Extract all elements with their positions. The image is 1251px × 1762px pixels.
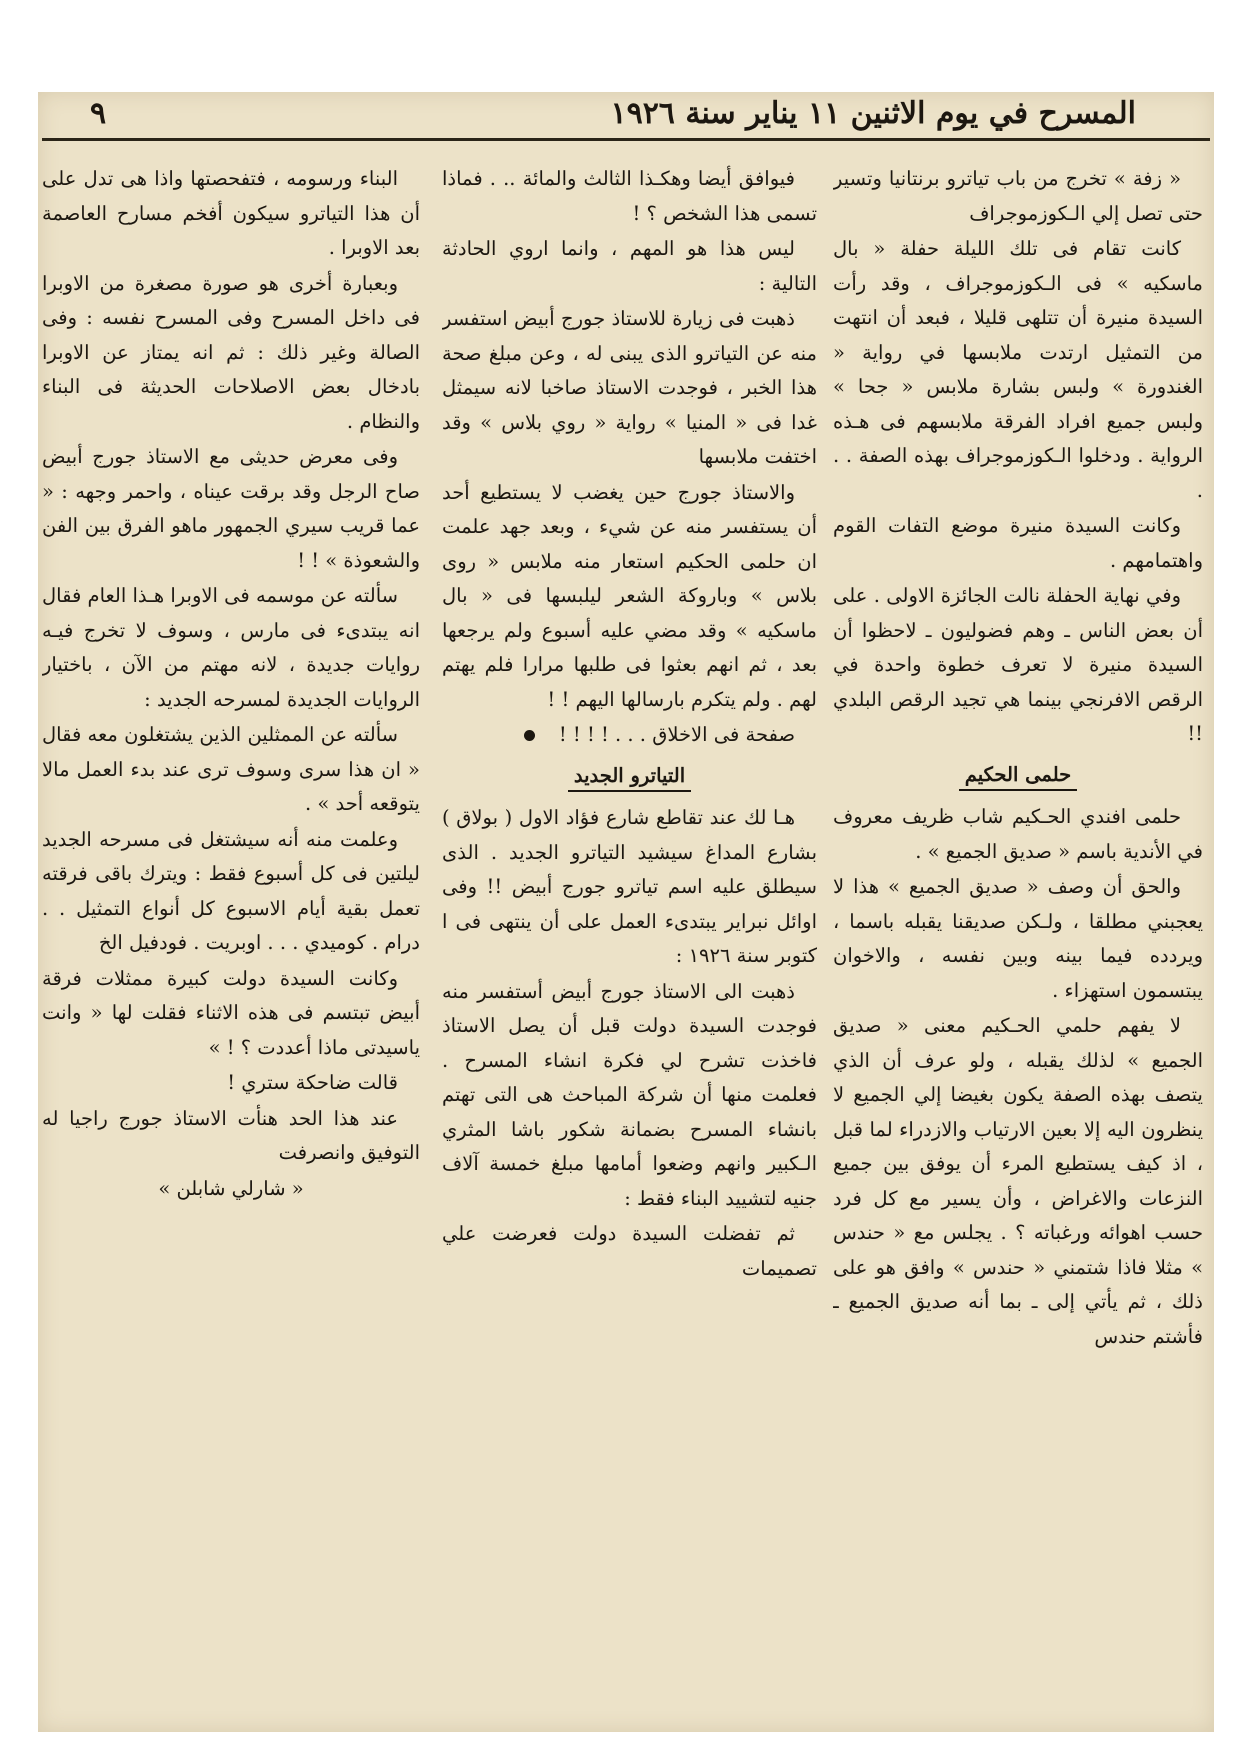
paragraph: هـا لك عند تقاطع شارع فؤاد الاول ( بولاق ) بشارع المداغ سيشيد التياترو الجديد . الذى سيطلق عليه اسم تياترو جورج أبيض !! وفى اوائل نبراير يبتدىء العمل على أن ينتهى فى ا كتوبر سنة ١٩٢٦ : — [442, 806, 817, 967]
page-header — [38, 92, 1214, 144]
section-heading — [833, 758, 1203, 793]
bullet-dot — [524, 730, 535, 741]
paragraph: ذهبت الى الاستاذ جورج أبيض أستفسر منه فوجدت السيدة دولت قبل أن يصل الاستاذ فاخذت تشرح لي فكرة انشاء المسرح . فعلمت منها أن شركة المباحث هى التى تهتم بانشاء المسرح بضمانة شكور باشا المثري الـكبير وانهم وضعوا أمامها مبلغ خمسة آلاف جنيه لتشييد البناء فقط : — [442, 979, 817, 1210]
paragraph: والاستاذ جورج حين يغضب لا يستطيع أحد أن يستفسر منه عن شيء ، وبعد جهد علمت ان حلمى الحكيم استعار منه ملابس « روى بلاس » وباروكة الشعر ليلبسها فى « بال ماسكيه » وقد مضي عليه أسبوع ولم يرجعها بعد ، ثم انهم بعثوا فى طلبها مرارا فلم يهتم لهم . ولم يتكرم بارسالها اليهم ! ! — [442, 480, 817, 711]
author-signature: « شارلي شابلن » — [158, 1176, 304, 1200]
paragraph: وكانت السيدة منيرة موضع التفات القوم واهتمامهم . — [833, 514, 1203, 572]
paragraph: ليس هذا هو المهم ، وانما اروي الحادثة التالية : — [442, 237, 817, 295]
page-number: ٩ — [90, 96, 107, 131]
paragraph: البناء ورسومه ، فتفحصتها واذا هى تدل على أن هذا التياترو سيكون أفخم مسارح العاصمة بعد الاوبرا . — [42, 167, 420, 259]
paragraph: ذهبت فى زيارة للاستاذ جورج أبيض استفسر منه عن التياترو الذى يبنى له ، وعن مبلغ صحة هذا الخبر ، فوجدت الاستاذ صاخبا لانه سيمثل غدا فى « المنيا » رواية « روي بلاس » وقد اختفت ملابسها — [442, 307, 817, 468]
column-left — [42, 162, 420, 1712]
bullet-line-text: صفحة فى الاخلاق . . . ! ! ! ! — [558, 723, 795, 746]
paragraph: وبعبارة أخرى هو صورة مصغرة من الاوبرا فى داخل المسرح وفى المسرح نفسه : وفى الصالة وغير ذلك : ثم انه يمتاز عن الاوبرا بادخال بعض الاصلاحات الحديثة فى البناء والنظام . — [42, 271, 420, 433]
paragraph: وفى معرض حديثى مع الاستاذ جورج أبيض صاح الرجل وقد برقت عيناه ، واحمر وجهه : « عما قريب سيري الجمهور ماهو الفرق بين الفن والشعوذة » ! ! — [42, 445, 420, 572]
paragraph: وفي نهاية الحفلة نالت الجائزة الاولى . على أن بعض الناس ـ وهم فضوليون ـ لاحظوا أن السيدة منيرة لا تعرف خطوة واحدة في الرقص الافرنجي بينما هي تجيد الرقص البلدي !! — [833, 584, 1203, 745]
paragraph: « زفة » تخرج من باب تياترو برنتانيا وتسير حتى تصل إلي الـكوزموجراف — [833, 167, 1203, 225]
paragraph: عند هذا الحد هنأت الاستاذ جورج راجيا له التوفيق وانصرفت — [42, 1106, 420, 1164]
newspaper-page — [38, 92, 1214, 1732]
paragraph: لا يفهم حلمي الحـكيم معنى « صديق الجميع » لذلك يقبله ، ولو عرف أن الذي يتصف بهذه الصفة يكون بغيضا إلي الجميع لا ينظرون اليه إلا بعين الارتياب والازدراء لما قبل ، اذ كيف يستطيع المرء أن يوفق بين جميع النزعات والاغراض ، وأن يسير مع كل فرد حسب اهوائه ورغباته ؟ . يجلس مع « حندس » مثلا فاذا شتمني « حندس » وافق هو على ذلك ، ثم يأتي إلى ـ بما أنه صديق الجميع ـ فأشتم حندس — [833, 1014, 1203, 1348]
paragraph: فيوافق أيضا وهكـذا الثالث والمائة .. . فماذا تسمى هذا الشخص ؟ ! — [442, 167, 817, 225]
header-title: المسرح في يوم الاثنين ١١ يناير سنة ١٩٢٦ — [610, 96, 1136, 131]
paragraph: وكانت السيدة دولت كبيرة ممثلات فرقة أبيض تبتسم فى هذه الاثناء فقلت لها « وانت ياسيدتى ماذا أعددت ؟ ! » — [42, 966, 420, 1059]
section-heading — [442, 759, 817, 794]
paragraph: سألته عن موسمه فى الاوبرا هـذا العام فقال انه يبتدىء فى مارس ، وسوف لا تخرج فيـه روايات جديدة ، لانه مهتم من الآن ، باختيار الروايات الجديدة لمسرحه الجديد : — [42, 584, 420, 711]
section-heading-text: حلمى الحكيم — [959, 763, 1077, 791]
paragraph — [442, 718, 817, 753]
paragraph: قالت ضاحكة ستري ! — [227, 1071, 398, 1094]
paragraph: ثم تفضلت السيدة دولت فعرضت علي تصميمات — [442, 1222, 817, 1280]
paragraph: وعلمت منه أنه سيشتغل فى مسرحه الجديد ليلتين فى كل أسبوع فقط : ويترك باقى فرقته تعمل بقية أيام الاسبوع كل أنواع التمثيل . . درام . كوميدي . . . اوبريت . فودفيل الخ — [42, 827, 420, 954]
paragraph: كانت تقام فى تلك الليلة حفلة « بال ماسكيه » فى الـكوزموجراف ، وقد رأت السيدة منيرة أن تتلهى قليلا ، فبعد أن انتهت من التمثيل ارتدت ملابسها في رواية « الغندورة » ولبس بشارة ملابس « جحا » ولبس جميع افراد الفرقة ملابسهم فى هـذه الرواية . ودخلوا الـكوزموجراف بهذه الصفة . . . — [833, 237, 1203, 502]
header-divider — [42, 138, 1210, 141]
section-heading-text: التياترو الجديد — [568, 764, 691, 792]
paragraph: حلمى افندي الحـكيم شاب ظريف معروف في الأندية باسم « صديق الجميع » . — [833, 805, 1203, 863]
paragraph: والحق أن وصف « صديق الجميع » هذا لا يعجبني مطلقا ، ولـكن صديقنا يقبله باسما ، ويردده فيما بينه وبين نفسه ، والاخوان يبتسمون استهزاء . — [833, 875, 1203, 1002]
column-middle — [442, 162, 817, 1712]
column-right — [833, 162, 1203, 1712]
paragraph: سألته عن الممثلين الذين يشتغلون معه فقال « ان هذا سرى وسوف ترى عند بدء العمل مالا يتوقعه أحد » . — [42, 723, 420, 815]
